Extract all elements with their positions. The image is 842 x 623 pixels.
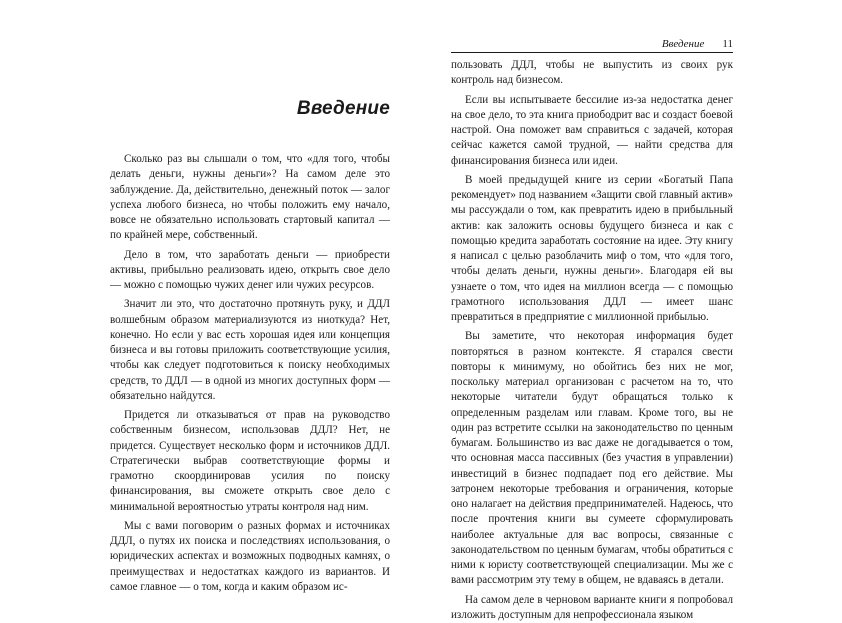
- paragraph: Придется ли отказываться от прав на руководство собственным бизнесом, использовав ДДЛ? Нет, не придется. Существует несколько форм и источников ДДЛ. Стратегически выбрав соответствующие формы и грамотно скоординировав усилия по поиску финансирования, вы сможете открыть свое дело с минимальной вероятностью утраты контроля над ним.: [110, 408, 390, 515]
- paragraph: Сколько раз вы слышали о том, что «для того, чтобы делать деньги, нужны деньги»? На самом деле это заблуждение. Да, действительно, денежный поток — залог успеха любого бизнеса, но чтобы положить ему начало, вовсе не обязательно использовать стартовый капитал — по крайней мере, собственный.: [110, 152, 390, 244]
- paragraph: Значит ли это, что достаточно протянуть руку, и ДДЛ волшебным образом материализуются из ниоткуда? Нет, конечно. Но если у вас есть хорошая идея или концепция бизнеса и вы готовы приложить соответствующие усилия, чтобы как следует подготовиться к поиску необходимых средств, то ДДЛ — в одной из многих доступных форм — обязательно найдутся.: [110, 297, 390, 404]
- paragraph: Дело в том, что заработать деньги — приобрести активы, прибыльно реализовать идею, открыть свое дело — можно с помощью чужих денег или чужих ресурсов.: [110, 248, 390, 294]
- right-page: [421, 0, 842, 595]
- paragraph: Мы с вами поговорим о разных формах и источниках ДДЛ, о путях их поиска и последствиях использования, о юридических аспектах и возможных подводных камнях, о преимуществах и недостатках каждого из вариантов. И самое главное — о том, когда и каким образом ис-: [110, 519, 390, 595]
- paragraph: Если вы испытываете бессилие из-за недостатка денег на свое дело, то эта книга приободрит вас и создаст боевой настрой. Она поможет вам справиться с задачей, которая сейчас кажется самой трудной, — найти средства для финансирования бизнеса или идеи.: [451, 93, 733, 169]
- running-head: [451, 38, 733, 53]
- left-page-body: [110, 152, 390, 595]
- paragraph: На самом деле в черновом варианте книги я попробовал изложить доступным для непрофессионала языком: [451, 593, 733, 623]
- paragraph: В моей предыдущей книге из серии «Богатый Папа рекомендует» под названием «Защити свой главный актив» мы рассуждали о том, как превратить идею в прибыльный актив: как заложить основы будущего бизнеса и как с помощью кредита заработать состояние на идее. Эту книгу я написал с целью разоблачить миф о том, что «для того, чтобы делать деньги, нужны деньги». Благодаря ей вы узнаете о том, что идея на миллион всегда — с помощью грамотного использования ДДЛ — имеет шанс превратиться в предприятие с миллионной прибылью.: [451, 173, 733, 326]
- paragraph: Вы заметите, что некоторая информация будет повторяться в разном контексте. Я старался свести повторы к минимуму, но обойтись без них не мог, поскольку материал организован с расчетом на то, что некоторые читатели будут обращаться только к определенным разделам или главам. Кроме того, вы не один раз встретите ссылки на законодательство по ценным бумагам. Большинство из вас даже не догадывается о том, что основная масса пассивных (без участия в управлении) инвестиций в бизнес подпадает под его действие. Мы затронем некоторые требования и ограничения, которые оно налагает на действия предпринимателей. Надеюсь, что после прочтения книги вы сумеете сформулировать наиболее актуальные для вас вопросы, связанные с законодательством по ценным бумагам, чтобы обратиться с ними к юристу соответствующей специализации. Мы же с вами рассмотрим эту тему в общем, не вдаваясь в детали.: [451, 329, 733, 588]
- chapter-title: Введение: [110, 98, 390, 120]
- left-page: [0, 0, 421, 595]
- paragraph-continuation: пользовать ДДЛ, чтобы не выпустить из своих рук контроль над бизнесом.: [451, 58, 733, 89]
- right-page-body: [451, 58, 733, 623]
- running-title: Введение: [662, 38, 705, 50]
- page-number: 11: [722, 38, 733, 50]
